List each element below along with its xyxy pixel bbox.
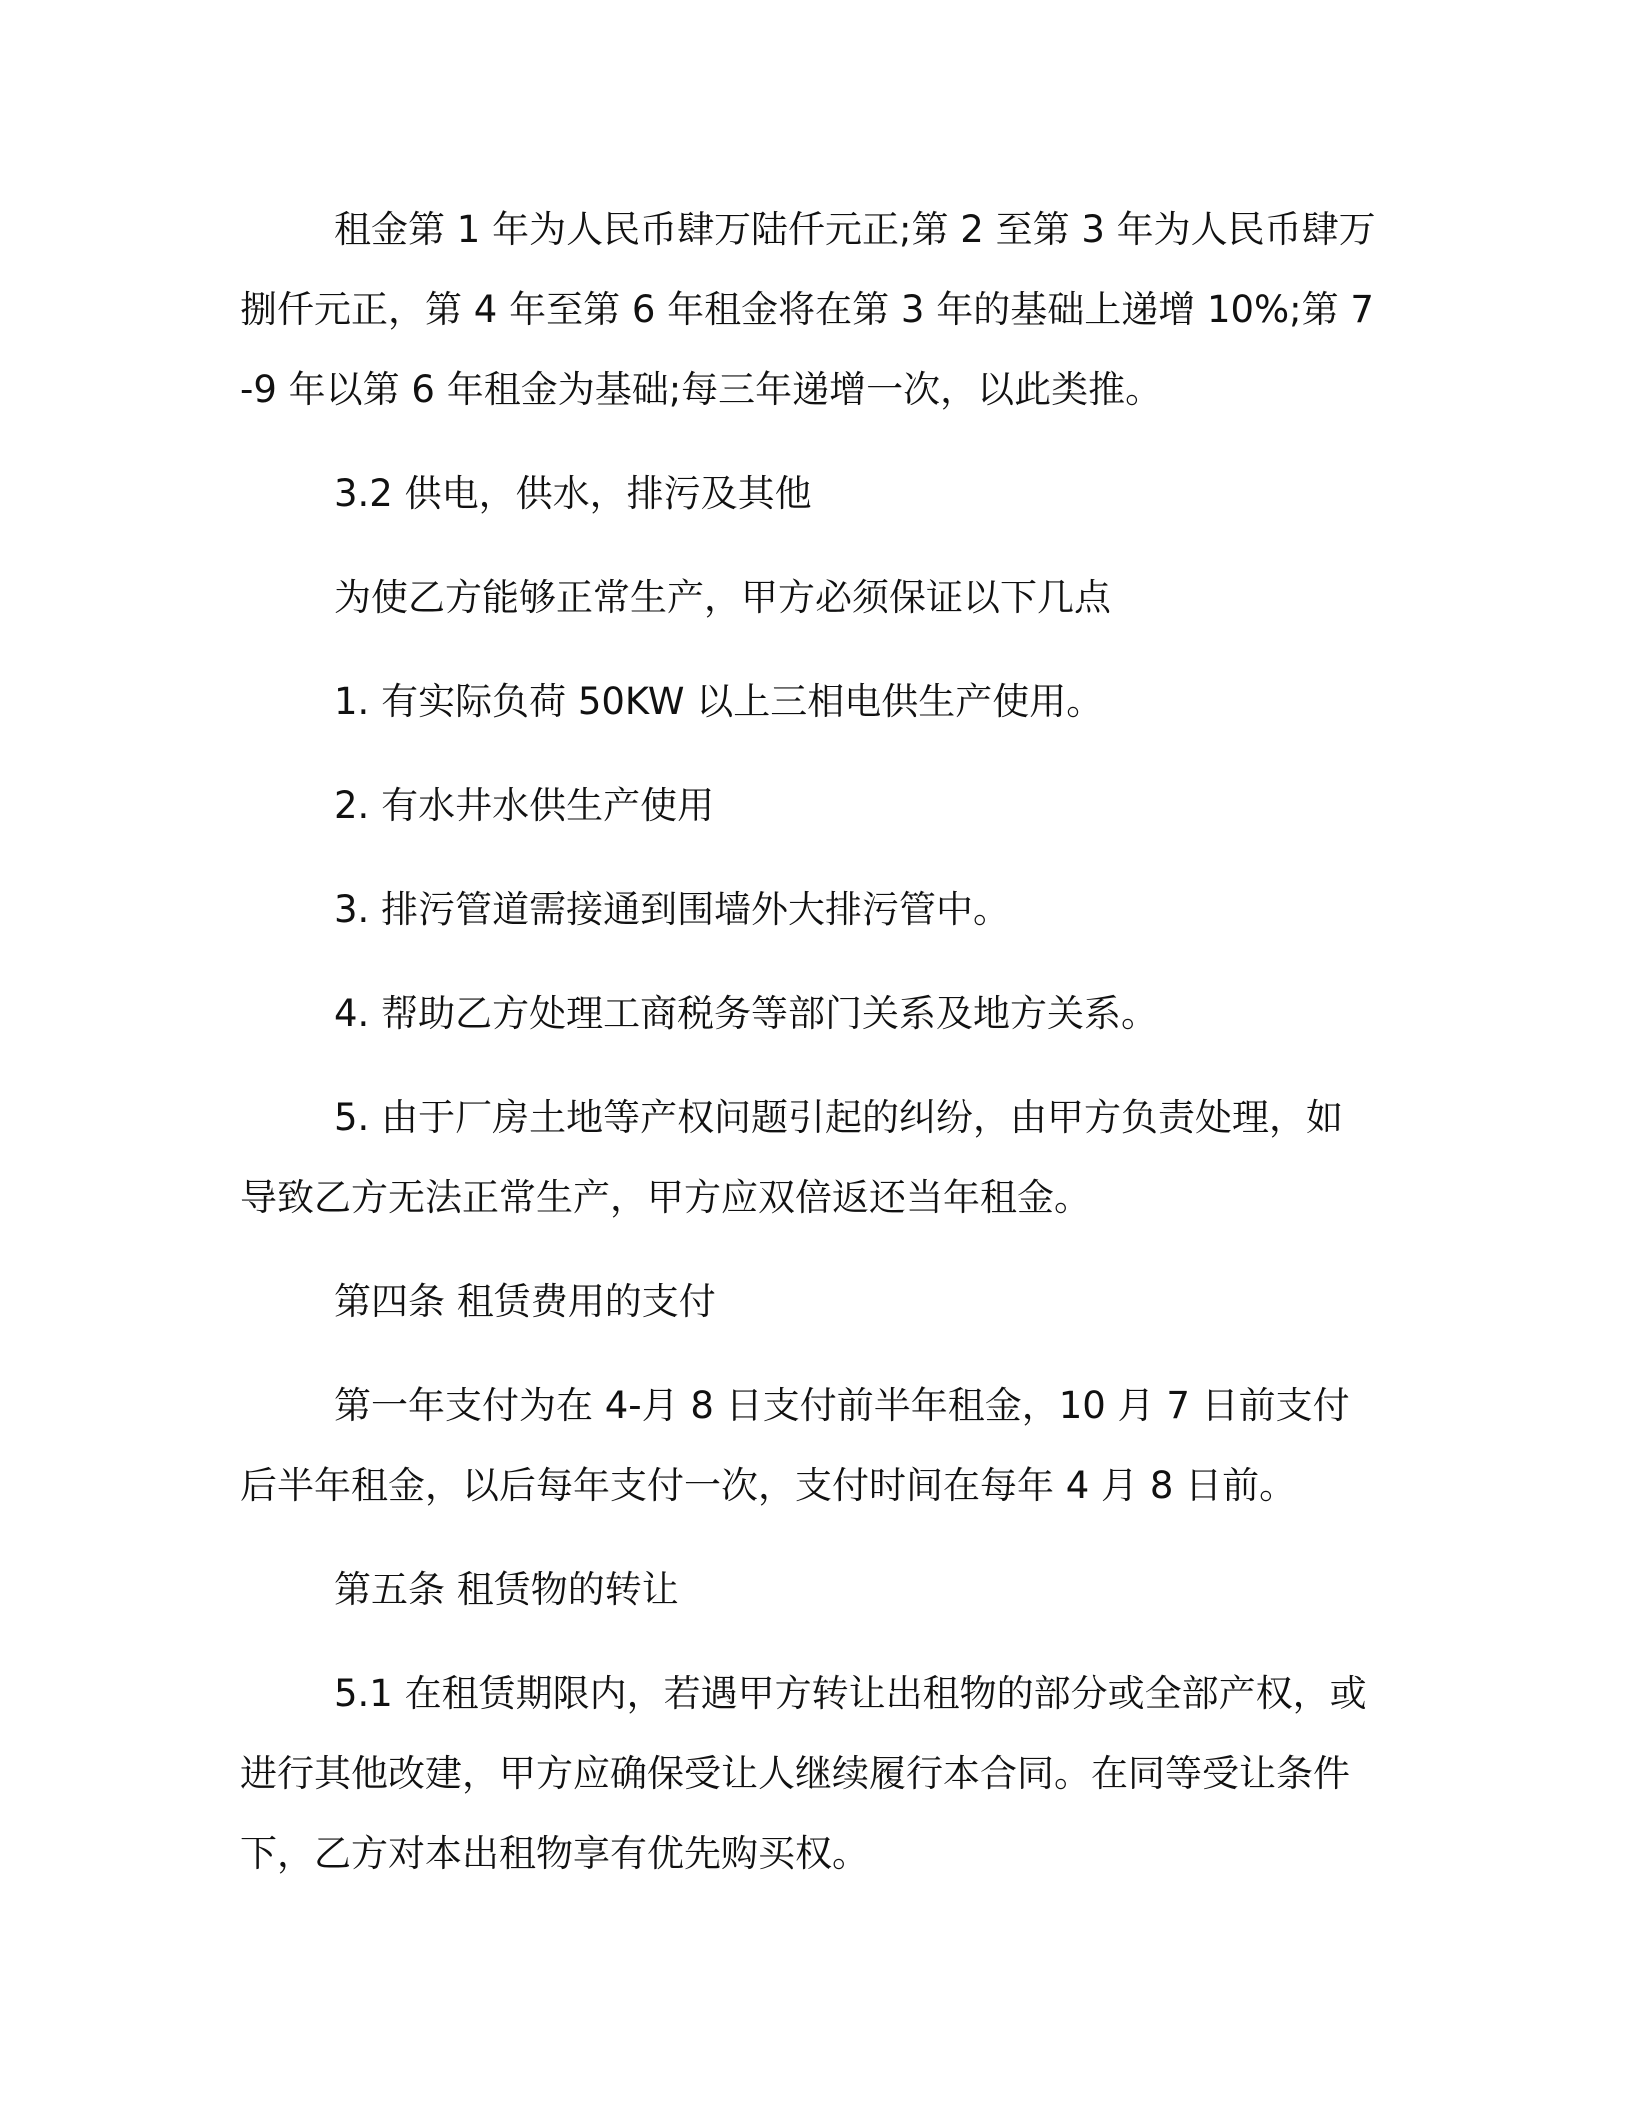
paragraph-section-5-1: 5.1 在租赁期限内，若遇甲方转让出租物的部分或全部产权，或进行其他改建，甲方应确保受让人继续履行本合同。在同等受让条件下，乙方对本出租物享有优先购买权。 xyxy=(240,1672,1367,1875)
list-item-2: 2. 有水井水供生产使用 xyxy=(334,784,715,827)
paragraph-section-3-2-heading: 3.2 供电，供水，排污及其他 xyxy=(334,472,812,515)
paragraph-payment-terms: 第一年支付为在 4-月 8 日支付前半年租金，10 月 7 日前支付后半年租金，以后每年支付一次，支付时间在每年 4 月 8 日前。 xyxy=(240,1384,1350,1507)
article-4-heading: 第四条 租赁费用的支付 xyxy=(334,1280,716,1323)
list-item-1: 1. 有实际负荷 50KW 以上三相电供生产使用。 xyxy=(334,680,1104,723)
article-5-heading: 第五条 租赁物的转让 xyxy=(334,1568,679,1611)
paragraph-rent-terms: 租金第 1 年为人民币肆万陆仟元正;第 2 至第 3 年为人民币肆万捌仟元正，第 4 年至第 6 年租金将在第 3 年的基础上递增 10%;第 7-9 年以第 6 年租金为基础;每三年递增一次，以此类推。 xyxy=(240,208,1376,411)
list-item-4: 4. 帮助乙方处理工商税务等部门关系及地方关系。 xyxy=(334,992,1159,1035)
paragraph-guarantee-intro: 为使乙方能够正常生产，甲方必须保证以下几点 xyxy=(334,576,1111,619)
list-item-5: 5. 由于厂房土地等产权问题引起的纠纷，由甲方负责处理，如导致乙方无法正常生产，甲方应双倍返还当年租金。 xyxy=(240,1096,1344,1219)
list-item-3: 3. 排污管道需接通到围墙外大排污管中。 xyxy=(334,888,1011,931)
document-body xyxy=(240,190,1380,1894)
